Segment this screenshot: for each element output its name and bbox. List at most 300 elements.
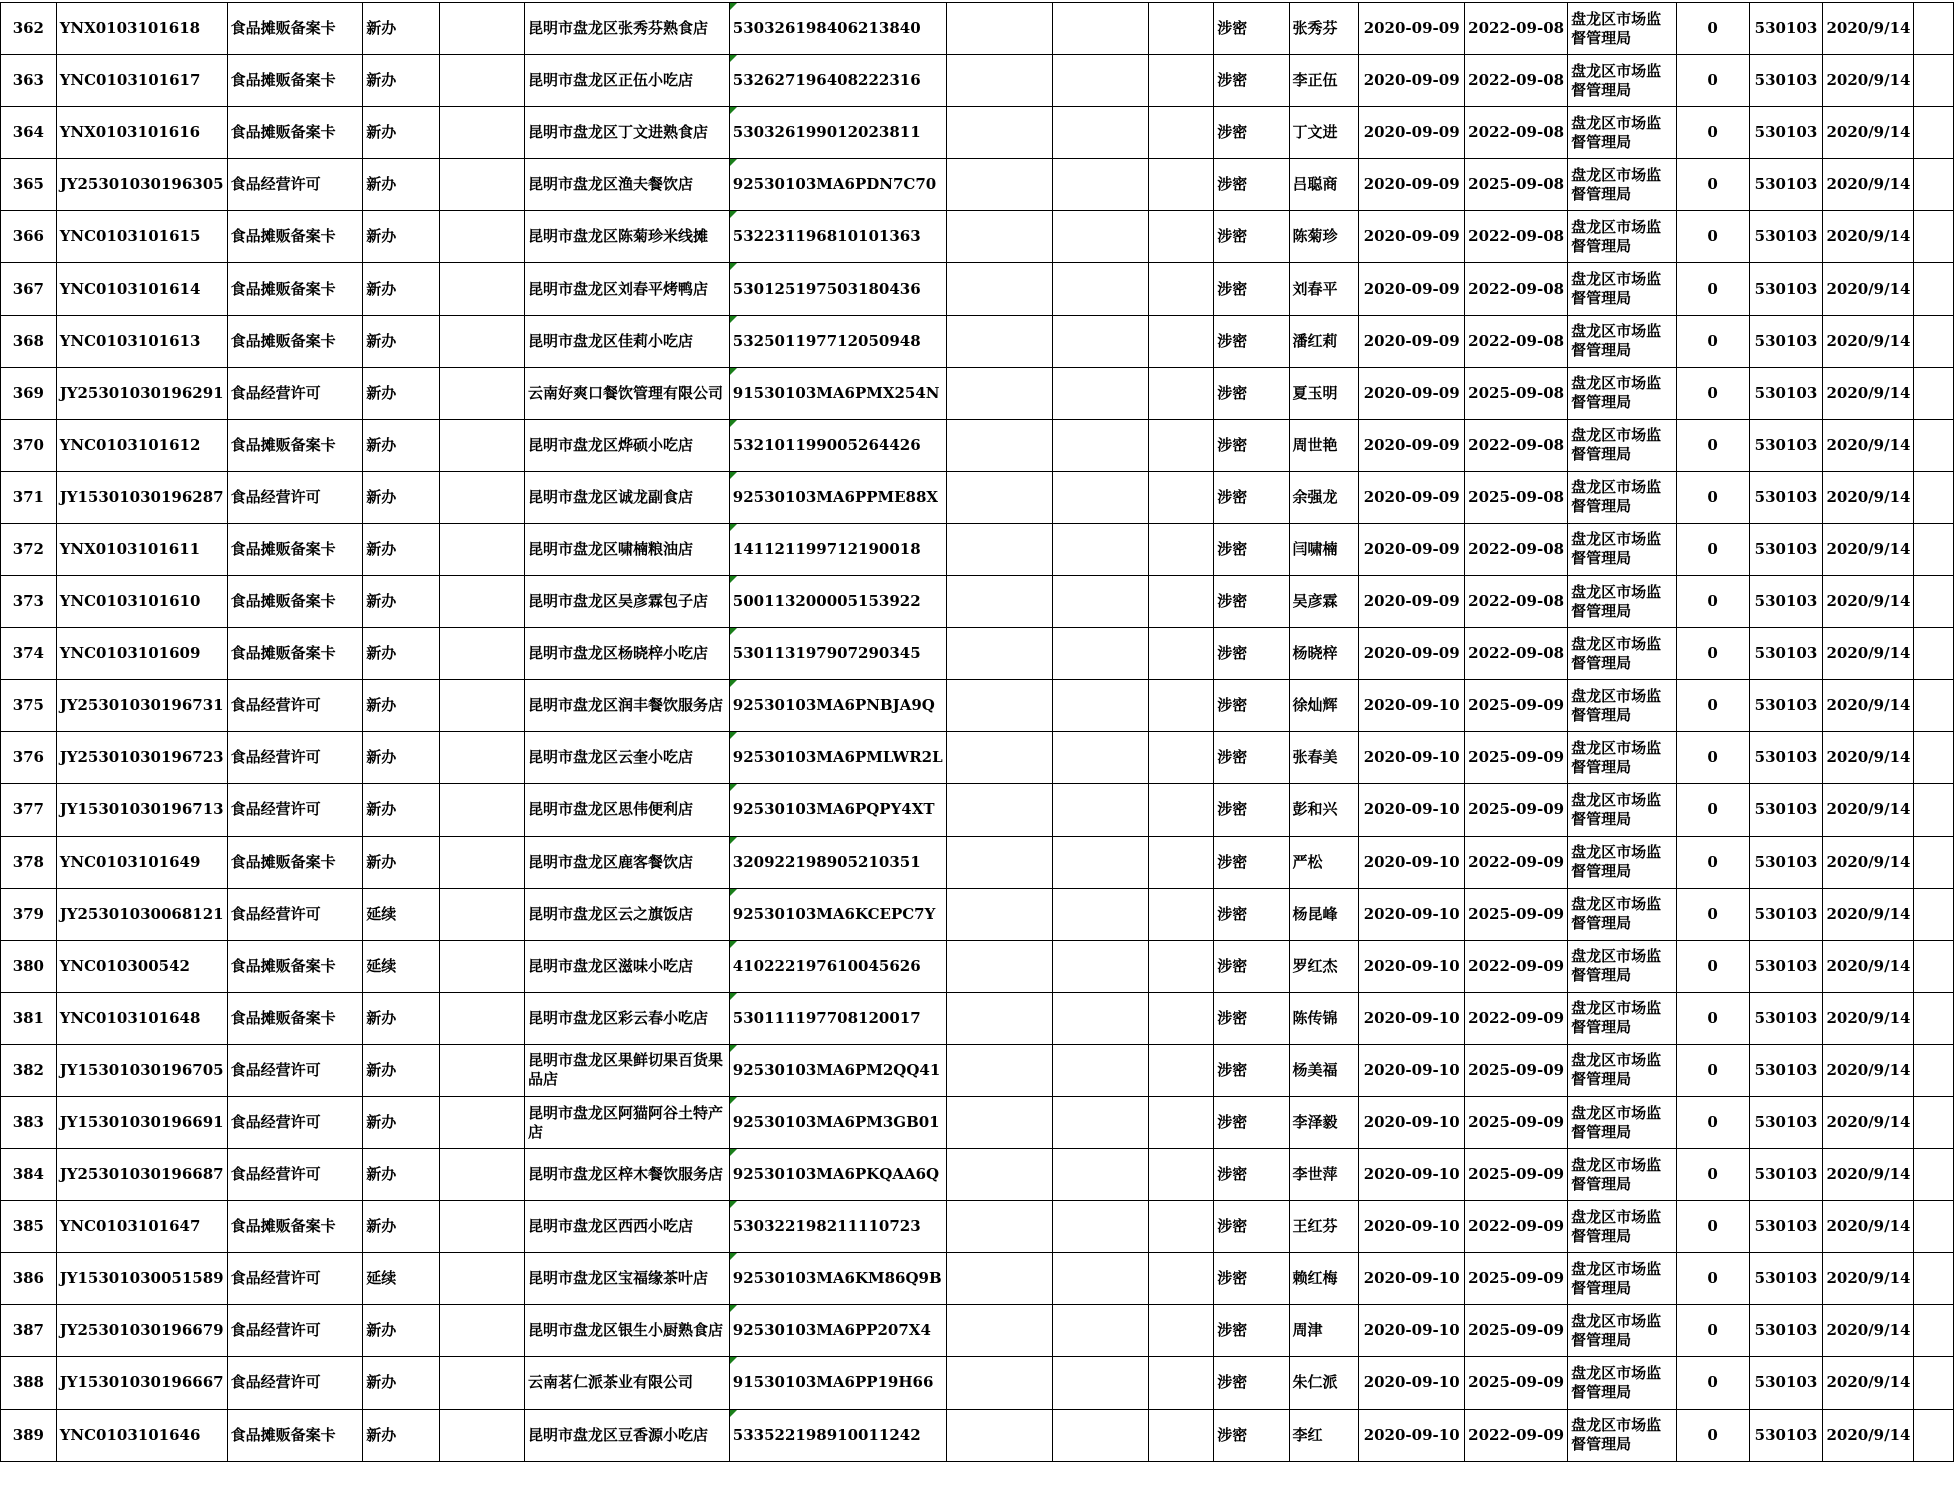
cell-area-code: 530103 — [1749, 55, 1823, 107]
cell-legal-person: 朱仁派 — [1289, 1357, 1359, 1409]
cell-empty-3 — [1052, 784, 1148, 836]
cell-empty-1 — [440, 680, 525, 732]
cell-license-no: JY15301030196705 — [56, 1044, 227, 1096]
cell-empty-4 — [1149, 1044, 1214, 1096]
cell-license-no: JY25301030196731 — [56, 680, 227, 732]
cell-legal-person: 闫啸楠 — [1289, 523, 1359, 575]
cell-authority: 盘龙区市场监督管理局 — [1568, 55, 1676, 107]
cell-issue-date: 2020-09-09 — [1359, 419, 1465, 471]
cell-legal-person: 徐灿辉 — [1289, 680, 1359, 732]
cell-legal-person: 李正伍 — [1289, 55, 1359, 107]
cell-update-date: 2020/9/14 — [1823, 1044, 1914, 1096]
cell-license-no: YNX0103101611 — [56, 523, 227, 575]
table-row — [1, 576, 1954, 628]
cell-empty-1 — [440, 211, 525, 263]
cell-expire-date: 2025-09-09 — [1465, 1253, 1568, 1305]
cell-area-code: 530103 — [1749, 419, 1823, 471]
cell-empty-1 — [440, 576, 525, 628]
cell-empty-2 — [946, 1096, 1052, 1148]
cell-empty-4 — [1149, 888, 1214, 940]
cell-credit-code: 92530103MA6PQPY4XT — [729, 784, 946, 836]
cell-issue-date: 2020-09-10 — [1359, 888, 1465, 940]
table-row — [1, 1044, 1954, 1096]
cell-issue-date: 2020-09-10 — [1359, 940, 1465, 992]
cell-empty-4 — [1149, 315, 1214, 367]
cell-issue-date: 2020-09-10 — [1359, 992, 1465, 1044]
cell-update-date: 2020/9/14 — [1823, 1149, 1914, 1201]
cell-empty-1 — [440, 1357, 525, 1409]
cell-authority: 盘龙区市场监督管理局 — [1568, 1409, 1676, 1461]
cell-legal-person: 陈菊珍 — [1289, 211, 1359, 263]
cell-action: 延续 — [363, 940, 440, 992]
table-row — [1, 367, 1954, 419]
cell-confidential: 涉密 — [1214, 1409, 1289, 1461]
cell-action: 新办 — [363, 419, 440, 471]
cell-license-type: 食品摊贩备案卡 — [227, 211, 363, 263]
cell-issue-date: 2020-09-09 — [1359, 315, 1465, 367]
cell-empty-4 — [1149, 1409, 1214, 1461]
table-row — [1, 836, 1954, 888]
cell-authority: 盘龙区市场监督管理局 — [1568, 732, 1676, 784]
cell-license-type: 食品摊贩备案卡 — [227, 55, 363, 107]
cell-credit-code: 91530103MA6PP19H66 — [729, 1357, 946, 1409]
cell-issue-date: 2020-09-09 — [1359, 107, 1465, 159]
cell-authority: 盘龙区市场监督管理局 — [1568, 680, 1676, 732]
cell-status-zero: 0 — [1676, 55, 1749, 107]
cell-empty-1 — [440, 3, 525, 55]
cell-empty-1 — [440, 1149, 525, 1201]
cell-area-code: 530103 — [1749, 732, 1823, 784]
cell-credit-code: 92530103MA6PM2QQ41 — [729, 1044, 946, 1096]
cell-empty-5 — [1914, 628, 1954, 680]
cell-update-date: 2020/9/14 — [1823, 888, 1914, 940]
cell-area-code: 530103 — [1749, 107, 1823, 159]
cell-seq: 377 — [1, 784, 57, 836]
cell-expire-date: 2022-09-09 — [1465, 836, 1568, 888]
cell-license-type: 食品经营许可 — [227, 888, 363, 940]
cell-license-no: YNC010300542 — [56, 940, 227, 992]
cell-legal-person: 赖红梅 — [1289, 1253, 1359, 1305]
cell-action: 新办 — [363, 1044, 440, 1096]
cell-license-type: 食品经营许可 — [227, 1149, 363, 1201]
cell-credit-code: 532501197712050948 — [729, 315, 946, 367]
cell-license-no: YNC0103101649 — [56, 836, 227, 888]
cell-update-date: 2020/9/14 — [1823, 992, 1914, 1044]
cell-legal-person: 杨昆峰 — [1289, 888, 1359, 940]
cell-empty-2 — [946, 1149, 1052, 1201]
cell-empty-2 — [946, 576, 1052, 628]
cell-license-no: YNC0103101617 — [56, 55, 227, 107]
cell-legal-person: 张秀芬 — [1289, 3, 1359, 55]
cell-business-name: 云南好爽口餐饮管理有限公司 — [525, 367, 730, 419]
table-row — [1, 1357, 1954, 1409]
cell-empty-5 — [1914, 992, 1954, 1044]
cell-seq: 369 — [1, 367, 57, 419]
cell-credit-code: 92530103MA6PPME88X — [729, 471, 946, 523]
cell-expire-date: 2022-09-08 — [1465, 576, 1568, 628]
cell-empty-5 — [1914, 1096, 1954, 1148]
cell-confidential: 涉密 — [1214, 1305, 1289, 1357]
cell-status-zero: 0 — [1676, 1149, 1749, 1201]
cell-empty-4 — [1149, 159, 1214, 211]
cell-expire-date: 2022-09-08 — [1465, 55, 1568, 107]
cell-area-code: 530103 — [1749, 159, 1823, 211]
cell-empty-4 — [1149, 784, 1214, 836]
cell-license-type: 食品摊贩备案卡 — [227, 1201, 363, 1253]
cell-credit-code: 92530103MA6PMLWR2L — [729, 732, 946, 784]
cell-seq: 362 — [1, 3, 57, 55]
cell-status-zero: 0 — [1676, 1357, 1749, 1409]
cell-expire-date: 2022-09-08 — [1465, 315, 1568, 367]
cell-action: 新办 — [363, 1305, 440, 1357]
cell-license-no: YNX0103101616 — [56, 107, 227, 159]
cell-license-no: YNC0103101610 — [56, 576, 227, 628]
cell-empty-5 — [1914, 940, 1954, 992]
cell-empty-2 — [946, 732, 1052, 784]
cell-license-type: 食品经营许可 — [227, 784, 363, 836]
cell-business-name: 昆明市盘龙区刘春平烤鸭店 — [525, 263, 730, 315]
cell-empty-2 — [946, 1305, 1052, 1357]
cell-empty-5 — [1914, 367, 1954, 419]
cell-legal-person: 李红 — [1289, 1409, 1359, 1461]
cell-issue-date: 2020-09-10 — [1359, 680, 1465, 732]
cell-empty-1 — [440, 1201, 525, 1253]
cell-credit-code: 530326199012023811 — [729, 107, 946, 159]
cell-authority: 盘龙区市场监督管理局 — [1568, 1357, 1676, 1409]
cell-empty-1 — [440, 159, 525, 211]
cell-empty-4 — [1149, 419, 1214, 471]
cell-empty-5 — [1914, 419, 1954, 471]
table-row — [1, 315, 1954, 367]
cell-legal-person: 杨晓梓 — [1289, 628, 1359, 680]
cell-status-zero: 0 — [1676, 523, 1749, 575]
cell-authority: 盘龙区市场监督管理局 — [1568, 263, 1676, 315]
cell-business-name: 昆明市盘龙区银生小厨熟食店 — [525, 1305, 730, 1357]
cell-expire-date: 2022-09-09 — [1465, 1409, 1568, 1461]
cell-action: 新办 — [363, 1357, 440, 1409]
cell-empty-4 — [1149, 3, 1214, 55]
cell-action: 新办 — [363, 263, 440, 315]
cell-empty-2 — [946, 367, 1052, 419]
cell-license-no: JY15301030196287 — [56, 471, 227, 523]
cell-expire-date: 2025-09-09 — [1465, 732, 1568, 784]
cell-expire-date: 2022-09-08 — [1465, 419, 1568, 471]
cell-issue-date: 2020-09-10 — [1359, 1253, 1465, 1305]
cell-license-no: YNX0103101618 — [56, 3, 227, 55]
cell-empty-5 — [1914, 315, 1954, 367]
cell-confidential: 涉密 — [1214, 419, 1289, 471]
cell-seq: 385 — [1, 1201, 57, 1253]
cell-credit-code: 530113197907290345 — [729, 628, 946, 680]
cell-action: 新办 — [363, 159, 440, 211]
table-row — [1, 107, 1954, 159]
cell-empty-3 — [1052, 680, 1148, 732]
cell-legal-person: 严松 — [1289, 836, 1359, 888]
cell-license-no: JY15301030051589 — [56, 1253, 227, 1305]
cell-authority: 盘龙区市场监督管理局 — [1568, 211, 1676, 263]
cell-authority: 盘龙区市场监督管理局 — [1568, 315, 1676, 367]
cell-license-type: 食品经营许可 — [227, 159, 363, 211]
table-row — [1, 1253, 1954, 1305]
cell-license-type: 食品摊贩备案卡 — [227, 419, 363, 471]
table-row — [1, 1305, 1954, 1357]
cell-empty-5 — [1914, 107, 1954, 159]
cell-area-code: 530103 — [1749, 836, 1823, 888]
cell-credit-code: 530111197708120017 — [729, 992, 946, 1044]
cell-legal-person: 周世艳 — [1289, 419, 1359, 471]
cell-action: 新办 — [363, 523, 440, 575]
cell-confidential: 涉密 — [1214, 159, 1289, 211]
cell-business-name: 云南茗仁派茶业有限公司 — [525, 1357, 730, 1409]
cell-authority: 盘龙区市场监督管理局 — [1568, 1253, 1676, 1305]
cell-confidential: 涉密 — [1214, 992, 1289, 1044]
cell-empty-3 — [1052, 1201, 1148, 1253]
cell-empty-2 — [946, 107, 1052, 159]
cell-empty-5 — [1914, 888, 1954, 940]
table-row — [1, 732, 1954, 784]
cell-expire-date: 2025-09-09 — [1465, 1096, 1568, 1148]
cell-empty-1 — [440, 940, 525, 992]
table-row — [1, 211, 1954, 263]
cell-seq: 384 — [1, 1149, 57, 1201]
cell-empty-5 — [1914, 680, 1954, 732]
cell-authority: 盘龙区市场监督管理局 — [1568, 1096, 1676, 1148]
cell-confidential: 涉密 — [1214, 628, 1289, 680]
cell-confidential: 涉密 — [1214, 1096, 1289, 1148]
cell-update-date: 2020/9/14 — [1823, 1201, 1914, 1253]
cell-expire-date: 2025-09-08 — [1465, 159, 1568, 211]
cell-seq: 386 — [1, 1253, 57, 1305]
cell-business-name: 昆明市盘龙区思伟便利店 — [525, 784, 730, 836]
cell-empty-5 — [1914, 732, 1954, 784]
cell-status-zero: 0 — [1676, 367, 1749, 419]
table-row — [1, 263, 1954, 315]
cell-empty-2 — [946, 1253, 1052, 1305]
cell-license-type: 食品经营许可 — [227, 1096, 363, 1148]
cell-action: 新办 — [363, 3, 440, 55]
cell-credit-code: 92530103MA6PDN7C70 — [729, 159, 946, 211]
cell-status-zero: 0 — [1676, 471, 1749, 523]
cell-empty-1 — [440, 315, 525, 367]
cell-expire-date: 2025-09-09 — [1465, 1149, 1568, 1201]
cell-expire-date: 2022-09-09 — [1465, 992, 1568, 1044]
cell-legal-person: 夏玉明 — [1289, 367, 1359, 419]
cell-empty-1 — [440, 836, 525, 888]
cell-authority: 盘龙区市场监督管理局 — [1568, 523, 1676, 575]
cell-empty-4 — [1149, 263, 1214, 315]
cell-business-name: 昆明市盘龙区佳莉小吃店 — [525, 315, 730, 367]
cell-status-zero: 0 — [1676, 1096, 1749, 1148]
cell-empty-1 — [440, 1253, 525, 1305]
cell-business-name: 昆明市盘龙区渔夫餐饮店 — [525, 159, 730, 211]
cell-confidential: 涉密 — [1214, 784, 1289, 836]
cell-empty-2 — [946, 784, 1052, 836]
cell-update-date: 2020/9/14 — [1823, 471, 1914, 523]
cell-empty-4 — [1149, 1357, 1214, 1409]
cell-license-no: JY25301030068121 — [56, 888, 227, 940]
cell-license-type: 食品摊贩备案卡 — [227, 836, 363, 888]
cell-empty-3 — [1052, 55, 1148, 107]
cell-status-zero: 0 — [1676, 836, 1749, 888]
table-row — [1, 628, 1954, 680]
cell-empty-2 — [946, 315, 1052, 367]
cell-issue-date: 2020-09-09 — [1359, 263, 1465, 315]
cell-status-zero: 0 — [1676, 680, 1749, 732]
cell-seq: 368 — [1, 315, 57, 367]
cell-issue-date: 2020-09-10 — [1359, 1357, 1465, 1409]
cell-legal-person: 丁文进 — [1289, 107, 1359, 159]
cell-confidential: 涉密 — [1214, 211, 1289, 263]
cell-empty-1 — [440, 523, 525, 575]
cell-license-type: 食品经营许可 — [227, 1044, 363, 1096]
cell-empty-4 — [1149, 523, 1214, 575]
cell-empty-3 — [1052, 576, 1148, 628]
cell-license-type: 食品经营许可 — [227, 1253, 363, 1305]
cell-empty-4 — [1149, 55, 1214, 107]
cell-status-zero: 0 — [1676, 628, 1749, 680]
cell-expire-date: 2022-09-09 — [1465, 940, 1568, 992]
cell-action: 新办 — [363, 471, 440, 523]
cell-license-no: YNC0103101615 — [56, 211, 227, 263]
cell-credit-code: 92530103MA6PKQAA6Q — [729, 1149, 946, 1201]
cell-update-date: 2020/9/14 — [1823, 523, 1914, 575]
cell-license-no: JY25301030196723 — [56, 732, 227, 784]
cell-seq: 383 — [1, 1096, 57, 1148]
table-row — [1, 992, 1954, 1044]
cell-confidential: 涉密 — [1214, 471, 1289, 523]
cell-action: 新办 — [363, 367, 440, 419]
cell-credit-code: 532627196408222316 — [729, 55, 946, 107]
table-row — [1, 1149, 1954, 1201]
cell-empty-3 — [1052, 1357, 1148, 1409]
cell-empty-3 — [1052, 1253, 1148, 1305]
cell-business-name: 昆明市盘龙区果鲜切果百货果品店 — [525, 1044, 730, 1096]
cell-empty-5 — [1914, 523, 1954, 575]
cell-business-name: 昆明市盘龙区阿猫阿谷土特产店 — [525, 1096, 730, 1148]
cell-issue-date: 2020-09-09 — [1359, 576, 1465, 628]
cell-area-code: 530103 — [1749, 784, 1823, 836]
cell-status-zero: 0 — [1676, 263, 1749, 315]
cell-empty-3 — [1052, 315, 1148, 367]
cell-seq: 380 — [1, 940, 57, 992]
cell-empty-5 — [1914, 1357, 1954, 1409]
cell-empty-2 — [946, 419, 1052, 471]
cell-area-code: 530103 — [1749, 888, 1823, 940]
cell-seq: 381 — [1, 992, 57, 1044]
cell-action: 新办 — [363, 680, 440, 732]
cell-action: 新办 — [363, 1201, 440, 1253]
cell-status-zero: 0 — [1676, 940, 1749, 992]
cell-seq: 365 — [1, 159, 57, 211]
cell-area-code: 530103 — [1749, 1305, 1823, 1357]
cell-empty-2 — [946, 263, 1052, 315]
cell-issue-date: 2020-09-10 — [1359, 1149, 1465, 1201]
cell-empty-3 — [1052, 888, 1148, 940]
cell-empty-5 — [1914, 1149, 1954, 1201]
cell-credit-code: 530322198211110723 — [729, 1201, 946, 1253]
cell-confidential: 涉密 — [1214, 55, 1289, 107]
cell-update-date: 2020/9/14 — [1823, 315, 1914, 367]
cell-license-no: YNC0103101646 — [56, 1409, 227, 1461]
cell-authority: 盘龙区市场监督管理局 — [1568, 888, 1676, 940]
cell-seq: 374 — [1, 628, 57, 680]
cell-license-no: JY15301030196691 — [56, 1096, 227, 1148]
table-row — [1, 419, 1954, 471]
cell-credit-code: 532231196810101363 — [729, 211, 946, 263]
cell-empty-3 — [1052, 1044, 1148, 1096]
cell-authority: 盘龙区市场监督管理局 — [1568, 419, 1676, 471]
cell-empty-3 — [1052, 628, 1148, 680]
cell-empty-5 — [1914, 55, 1954, 107]
cell-license-type: 食品经营许可 — [227, 1305, 363, 1357]
cell-empty-2 — [946, 628, 1052, 680]
cell-area-code: 530103 — [1749, 367, 1823, 419]
cell-expire-date: 2025-09-09 — [1465, 888, 1568, 940]
cell-business-name: 昆明市盘龙区陈菊珍米线摊 — [525, 211, 730, 263]
cell-issue-date: 2020-09-10 — [1359, 784, 1465, 836]
cell-empty-4 — [1149, 732, 1214, 784]
cell-empty-4 — [1149, 628, 1214, 680]
cell-seq: 363 — [1, 55, 57, 107]
table-row — [1, 55, 1954, 107]
cell-empty-3 — [1052, 1096, 1148, 1148]
cell-update-date: 2020/9/14 — [1823, 1357, 1914, 1409]
cell-authority: 盘龙区市场监督管理局 — [1568, 576, 1676, 628]
cell-seq: 382 — [1, 1044, 57, 1096]
cell-empty-2 — [946, 1409, 1052, 1461]
cell-area-code: 530103 — [1749, 940, 1823, 992]
cell-confidential: 涉密 — [1214, 680, 1289, 732]
cell-license-no: YNC0103101648 — [56, 992, 227, 1044]
cell-area-code: 530103 — [1749, 992, 1823, 1044]
cell-status-zero: 0 — [1676, 732, 1749, 784]
cell-business-name: 昆明市盘龙区豆香源小吃店 — [525, 1409, 730, 1461]
cell-legal-person: 刘春平 — [1289, 263, 1359, 315]
cell-action: 新办 — [363, 107, 440, 159]
cell-license-type: 食品摊贩备案卡 — [227, 263, 363, 315]
cell-authority: 盘龙区市场监督管理局 — [1568, 471, 1676, 523]
cell-action: 新办 — [363, 732, 440, 784]
cell-expire-date: 2022-09-08 — [1465, 107, 1568, 159]
cell-authority: 盘龙区市场监督管理局 — [1568, 992, 1676, 1044]
cell-authority: 盘龙区市场监督管理局 — [1568, 784, 1676, 836]
cell-empty-4 — [1149, 576, 1214, 628]
cell-expire-date: 2025-09-09 — [1465, 680, 1568, 732]
cell-empty-3 — [1052, 419, 1148, 471]
cell-update-date: 2020/9/14 — [1823, 940, 1914, 992]
cell-expire-date: 2025-09-09 — [1465, 1305, 1568, 1357]
cell-confidential: 涉密 — [1214, 1044, 1289, 1096]
cell-issue-date: 2020-09-10 — [1359, 732, 1465, 784]
cell-license-type: 食品摊贩备案卡 — [227, 3, 363, 55]
cell-empty-4 — [1149, 1096, 1214, 1148]
cell-status-zero: 0 — [1676, 159, 1749, 211]
cell-empty-2 — [946, 1201, 1052, 1253]
cell-confidential: 涉密 — [1214, 1357, 1289, 1409]
cell-empty-1 — [440, 55, 525, 107]
cell-license-no: JY25301030196291 — [56, 367, 227, 419]
cell-empty-4 — [1149, 940, 1214, 992]
cell-action: 新办 — [363, 992, 440, 1044]
cell-empty-1 — [440, 263, 525, 315]
cell-license-type: 食品摊贩备案卡 — [227, 315, 363, 367]
cell-confidential: 涉密 — [1214, 1253, 1289, 1305]
cell-empty-4 — [1149, 1305, 1214, 1357]
cell-status-zero: 0 — [1676, 576, 1749, 628]
cell-seq: 389 — [1, 1409, 57, 1461]
cell-confidential: 涉密 — [1214, 3, 1289, 55]
cell-authority: 盘龙区市场监督管理局 — [1568, 1305, 1676, 1357]
